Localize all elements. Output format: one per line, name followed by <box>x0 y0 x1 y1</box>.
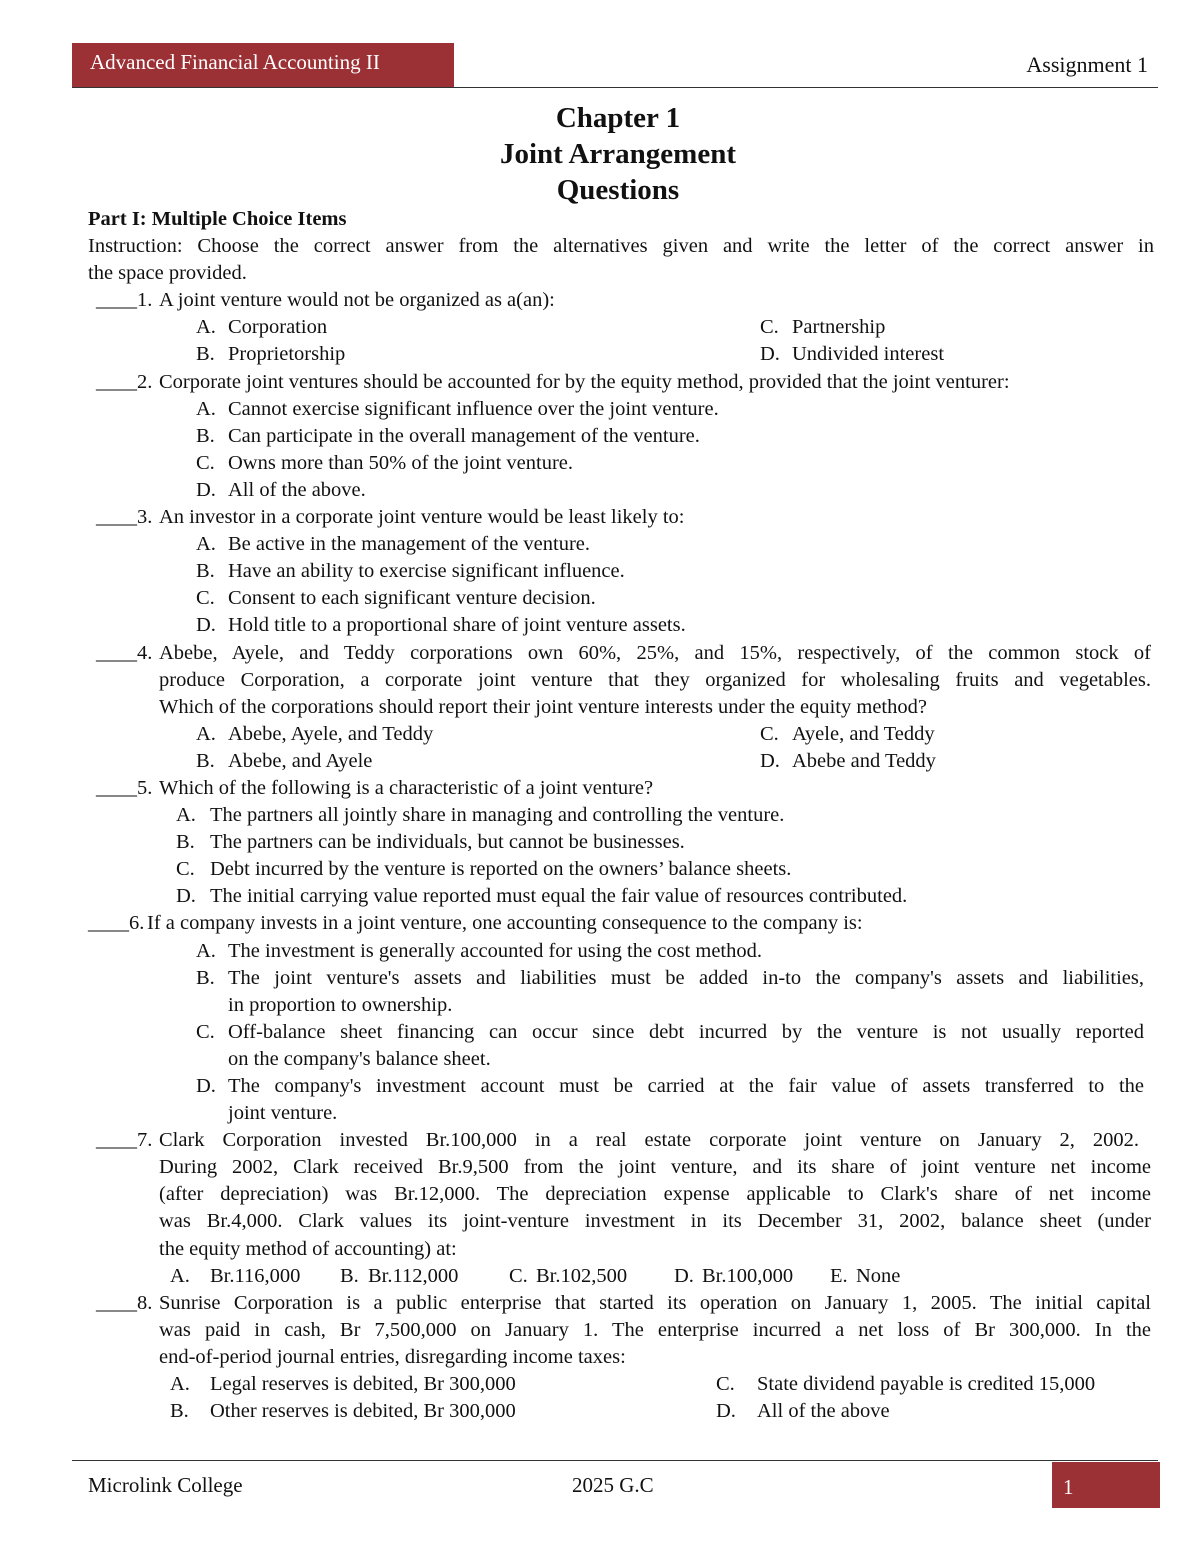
question-8 <box>88 1290 1154 1317</box>
question-stem-row <box>88 1181 1154 1208</box>
option-letter: A. <box>196 939 216 962</box>
option-text: The partners can be individuals, but cannot be businesses. <box>210 831 685 854</box>
option-text: Abebe and Teddy <box>792 749 936 772</box>
question-stem-row <box>88 1208 1154 1235</box>
option-letter: C. <box>196 587 215 610</box>
option-text: Can participate in the overall management of the venture. <box>228 424 700 447</box>
option-continuation <box>88 1046 1154 1073</box>
document-titles <box>0 100 1200 208</box>
option-letter: A. <box>196 316 216 339</box>
option-text: in proportion to ownership. <box>228 993 453 1016</box>
option-letter: B. <box>176 831 195 854</box>
answer-blank-3: ____3. <box>96 506 153 529</box>
questions-title: Questions <box>556 174 680 206</box>
option-row <box>88 829 1154 856</box>
option-letter: A. <box>170 1373 190 1396</box>
option-text: Br.116,000 <box>210 1264 301 1287</box>
answer-blank-6: ____6. <box>88 912 145 935</box>
option-text: The investment is generally accounted for using the cost method. <box>228 939 762 962</box>
question-1 <box>88 287 1154 314</box>
option-row <box>88 1073 1154 1100</box>
option-row <box>88 1263 1154 1290</box>
question-stem-row <box>88 1317 1154 1344</box>
option-row <box>88 612 1154 639</box>
option-letter: B. <box>196 343 215 366</box>
option-letter: B. <box>170 1400 189 1423</box>
option-text: Consent to each significant venture decision. <box>228 587 596 610</box>
option-row <box>88 450 1154 477</box>
option-letter: C. <box>716 1373 735 1396</box>
option-letter: B. <box>196 424 215 447</box>
answer-blank-4: ____4. <box>96 641 153 664</box>
header-rule <box>72 87 1158 88</box>
option-letter: B. <box>196 560 215 583</box>
option-letter: D. <box>176 885 196 908</box>
option-row <box>88 883 1154 910</box>
option-row <box>88 341 1154 368</box>
question-stem-row <box>88 694 1154 721</box>
footer-year: 2025 G.C <box>572 1473 654 1497</box>
footer-college: Microlink College <box>88 1473 243 1497</box>
option-text: None <box>856 1264 901 1287</box>
answer-blank-2: ____2. <box>96 370 153 393</box>
question-stem: was Br.4,000. Clark values its joint-venture investment in its December 31, 2002, balance sheet (under <box>159 1210 1151 1233</box>
option-letter: D. <box>674 1264 694 1287</box>
question-stem: If a company invests in a joint venture, one accounting consequence to the company is: <box>147 912 863 935</box>
option-text: State dividend payable is credited 15,000 <box>757 1373 1096 1396</box>
option-row <box>88 585 1154 612</box>
option-row <box>88 396 1154 423</box>
question-stem-row <box>88 1236 1154 1263</box>
header-course-title: Advanced Financial Accounting II <box>90 50 380 74</box>
option-row <box>88 721 1154 748</box>
page-number: 1 <box>1063 1475 1074 1499</box>
question-7 <box>88 1127 1154 1154</box>
option-letter: C. <box>760 722 779 745</box>
option-text: The initial carrying value reported must equal the fair value of resources contributed. <box>210 885 908 908</box>
answer-blank-5: ____5. <box>96 776 153 799</box>
option-text: Partnership <box>792 316 886 339</box>
option-letter: C. <box>760 316 779 339</box>
option-row <box>88 938 1154 965</box>
option-letter: D. <box>760 749 780 772</box>
option-letter: A. <box>176 804 196 827</box>
option-text: The company's investment account must be carried at the fair value of assets transferred to the <box>228 1075 1144 1097</box>
answer-blank-1: ____1. <box>96 289 153 312</box>
option-text: Legal reserves is debited, Br 300,000 <box>210 1373 516 1396</box>
question-stem-row <box>88 1154 1154 1181</box>
option-letter: C. <box>196 451 215 474</box>
option-row <box>88 314 1154 341</box>
answer-blank-8: ____8. <box>96 1291 153 1314</box>
option-text: Proprietorship <box>228 343 346 366</box>
question-5 <box>88 775 1154 802</box>
question-stem: Which of the corporations should report their joint venture interests under the equity method? <box>159 695 927 718</box>
question-stem: Corporate joint ventures should be accounted for by the equity method, provided that the joint venturer: <box>159 370 1010 393</box>
question-stem: end-of-period journal entries, disregarding income taxes: <box>159 1345 626 1368</box>
header-course-box <box>72 43 454 87</box>
option-row <box>88 965 1154 992</box>
option-row <box>88 802 1154 829</box>
option-continuation <box>88 1100 1154 1127</box>
option-row <box>88 748 1154 775</box>
instruction-line-1: Instruction: Choose the correct answer from the alternatives given and write the letter of the correct answer in <box>88 235 1154 258</box>
option-letter: A. <box>196 397 216 420</box>
chapter-title: Chapter 1 <box>555 102 681 134</box>
option-letter: A. <box>196 533 216 556</box>
option-text: All of the above <box>757 1400 890 1423</box>
part-heading: Part I: Multiple Choice Items <box>88 208 347 230</box>
option-text: Be active in the management of the venture. <box>228 533 591 556</box>
option-letter: A. <box>170 1264 190 1287</box>
footer-rule <box>72 1460 1158 1461</box>
option-letter: A. <box>196 722 216 745</box>
question-stem: (after depreciation) was Br.12,000. The depreciation expense applicable to Clark's share of net income <box>159 1183 1151 1206</box>
option-text: Corporation <box>228 316 328 339</box>
option-row <box>88 558 1154 585</box>
option-text: Abebe, and Ayele <box>228 749 373 772</box>
option-text: on the company's balance sheet. <box>228 1047 491 1070</box>
question-stem: During 2002, Clark received Br.9,500 from the joint venture, and its share of joint venture net income <box>159 1156 1151 1179</box>
option-letter: C. <box>509 1264 528 1287</box>
topic-title: Joint Arrangement <box>500 138 736 170</box>
option-letter: C. <box>176 858 195 881</box>
question-stem: Which of the following is a characteristic of a joint venture? <box>159 776 654 799</box>
option-letter: B. <box>196 749 215 772</box>
option-letter: D. <box>716 1400 736 1423</box>
option-text: Have an ability to exercise significant influence. <box>228 560 625 583</box>
question-stem-row <box>88 667 1154 694</box>
question-stem-row <box>88 1344 1154 1371</box>
option-letter: B. <box>196 966 215 989</box>
option-row <box>88 423 1154 450</box>
option-text: Br.100,000 <box>702 1264 794 1287</box>
question-stem: An investor in a corporate joint venture would be least likely to: <box>159 506 685 529</box>
question-6 <box>88 910 1154 937</box>
option-letter: B. <box>340 1264 359 1287</box>
question-4 <box>88 640 1154 667</box>
option-text: Debt incurred by the venture is reported on the owners’ balance sheets. <box>210 858 792 881</box>
question-stem: produce Corporation, a corporate joint venture that they organized for wholesaling fruits and vegetables. <box>159 668 1151 691</box>
question-content <box>88 206 1154 1425</box>
question-stem: was paid in cash, Br 7,500,000 on January 1. The enterprise incurred a net loss of Br 300,000. In the <box>159 1318 1151 1341</box>
question-stem: A joint venture would not be organized as a(an): <box>159 289 555 312</box>
option-letter: E. <box>830 1264 848 1287</box>
option-text: Ayele, and Teddy <box>792 722 935 745</box>
option-text: Cannot exercise significant influence over the joint venture. <box>228 397 719 420</box>
option-letter: D. <box>196 478 216 501</box>
option-text: Other reserves is debited, Br 300,000 <box>210 1400 516 1423</box>
question-stem: Clark Corporation invested Br.100,000 in a real estate corporate joint venture on January 2, 2002. <box>159 1129 1139 1152</box>
option-letter: C. <box>196 1020 215 1043</box>
option-text: Undivided interest <box>792 343 945 366</box>
option-text: Owns more than 50% of the joint venture. <box>228 451 574 474</box>
option-row <box>88 477 1154 504</box>
option-continuation <box>88 992 1154 1019</box>
option-row <box>88 1019 1154 1046</box>
option-row <box>88 1398 1154 1425</box>
option-letter: D. <box>196 1075 216 1097</box>
option-text: joint venture. <box>228 1102 338 1125</box>
option-row <box>88 856 1154 883</box>
option-text: Hold title to a proportional share of joint venture assets. <box>228 614 686 637</box>
option-letter: D. <box>760 343 780 366</box>
option-text: Off-balance sheet financing can occur since debt incurred by the venture is not usually reported <box>228 1020 1144 1043</box>
option-letter: D. <box>196 614 216 637</box>
question-stem: Sunrise Corporation is a public enterprise that started its operation on January 1, 2005. The initial capital <box>159 1291 1151 1314</box>
option-text: The joint venture's assets and liabilities must be added in-to the company's assets and liabilities, <box>228 966 1144 989</box>
option-text: Abebe, Ayele, and Teddy <box>228 722 434 745</box>
option-text: Br.112,000 <box>368 1264 459 1287</box>
question-3 <box>88 504 1154 531</box>
option-row <box>88 531 1154 558</box>
question-stem: the equity method of accounting) at: <box>159 1237 457 1260</box>
header-assignment-label: Assignment 1 <box>1026 52 1148 77</box>
option-text: Br.102,500 <box>536 1264 628 1287</box>
option-text: All of the above. <box>228 478 366 501</box>
page-number-box <box>1052 1462 1160 1508</box>
option-text: The partners all jointly share in managing and controlling the venture. <box>210 804 785 827</box>
question-2 <box>88 369 1154 396</box>
instruction-line-2: the space provided. <box>88 262 247 285</box>
option-row <box>88 1371 1154 1398</box>
question-stem: Abebe, Ayele, and Teddy corporations own 60%, 25%, and 15%, respectively, of the common stock of <box>159 641 1151 664</box>
answer-blank-7: ____7. <box>96 1129 153 1152</box>
